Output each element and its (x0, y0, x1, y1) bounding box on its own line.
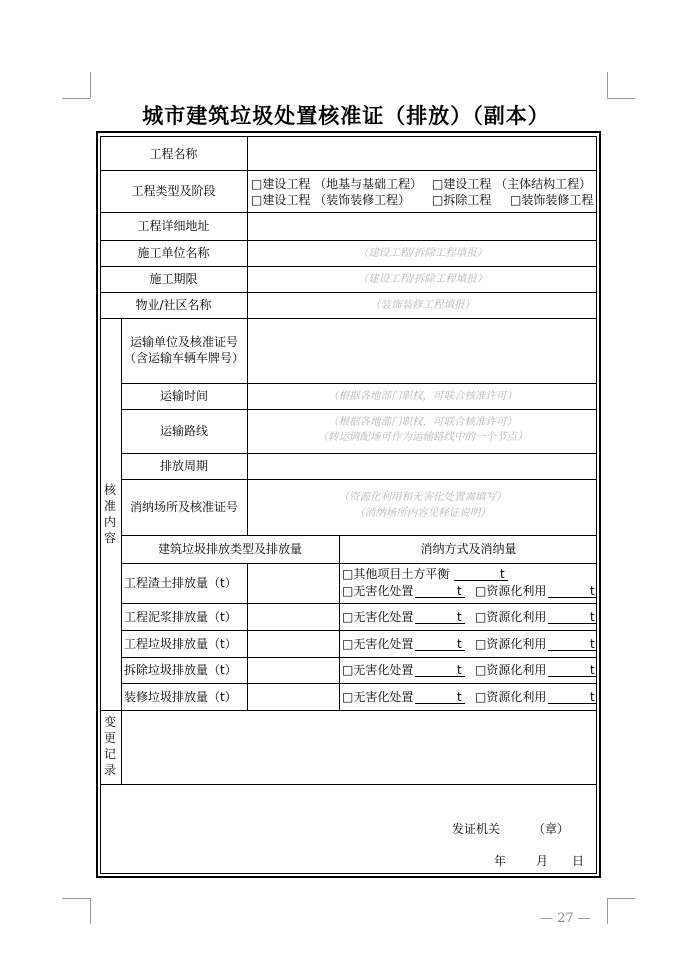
column-divider (339, 535, 340, 710)
unit-label: t (457, 690, 462, 704)
unit-label: t (500, 567, 505, 581)
crop-mark-top-left (62, 98, 90, 99)
row-divider (100, 212, 597, 213)
date-year: 年 (494, 854, 507, 868)
checkbox-demolition-harmless[interactable]: □无害化处置 (342, 663, 414, 677)
row-divider (121, 683, 597, 684)
label-transport-unit: 运输单位及核准证号 (129, 335, 238, 349)
row-divider (100, 784, 597, 785)
seal-label: （章） (533, 822, 570, 836)
checkbox-mud-harmless[interactable]: □无害化处置 (342, 610, 414, 624)
row-divider (100, 170, 597, 171)
row-divider (121, 535, 597, 536)
crop-mark-bottom-left (62, 898, 90, 899)
row-divider (121, 657, 597, 658)
row-divider (100, 292, 597, 293)
checkbox-decoration-harmless[interactable]: □无害化处置 (342, 690, 414, 704)
hint-construction-unit: （建设工程/拆除工程填报） (357, 247, 488, 259)
unit-label: t (590, 584, 595, 598)
row-divider (100, 710, 597, 711)
hint-disposal-2: （消纳场所内容见释证说明） (354, 507, 491, 519)
document-title: 城市建筑垃圾处置核准证（排放）（副本） (142, 103, 550, 128)
hint-property: （装饰装修工程填报） (370, 299, 475, 311)
column-divider (247, 563, 248, 710)
column-divider (247, 136, 248, 318)
crop-mark-top-left (90, 72, 91, 98)
label-transport-time: 运输时间 (159, 389, 208, 403)
unit-label: t (457, 663, 462, 677)
row-divider (100, 318, 597, 319)
label-project-name: 工程名称 (149, 147, 198, 161)
hint-disposal-1: （资源化利用和无害化处置需填写） (338, 491, 507, 503)
date-day: 日 (572, 854, 585, 868)
label-disposal-site: 消纳场所及核准证号 (129, 500, 238, 514)
hint-route-1: （根据各地部门职权，可联合核准许可） (328, 416, 517, 428)
waste-type-decoration: 装修垃圾排放量（t） (124, 690, 237, 704)
checkbox-earth-resource[interactable]: □资源化利用 (475, 584, 547, 598)
hint-period: （建设工程/拆除工程填报） (357, 273, 488, 285)
checkbox-construction-resource[interactable]: □资源化利用 (475, 637, 547, 651)
row-divider (121, 479, 597, 480)
date-month: 月 (536, 854, 549, 868)
unit-label: t (457, 637, 462, 651)
hint-transport-time: （根据各地部门职权，可联合核准许可） (328, 390, 517, 402)
label-route: 运输路线 (159, 424, 208, 438)
label-project-type: 工程类型及阶段 (131, 184, 216, 198)
checkbox-decoration-resource[interactable]: □资源化利用 (475, 690, 547, 704)
row-divider (121, 453, 597, 454)
crop-mark-top-right (607, 72, 608, 98)
checkbox-construction-decoration[interactable]: □建设工程 （装饰装修工程） (251, 193, 411, 207)
row-divider (100, 266, 597, 267)
row-divider (121, 409, 597, 410)
checkbox-construction-foundation[interactable]: □建设工程 （地基与基础工程） (251, 177, 423, 191)
side-label-approval: 核准内容 (103, 483, 116, 545)
row-divider (121, 630, 597, 631)
header-disposal-method: 消纳方式及消纳量 (420, 542, 517, 556)
crop-mark-bottom-right (607, 898, 635, 899)
checkbox-demolition-resource[interactable]: □资源化利用 (475, 663, 547, 677)
page-number: — 27 — (540, 911, 591, 926)
checkbox-earth-harmless[interactable]: □无害化处置 (342, 584, 414, 598)
label-construction-unit: 施工单位名称 (137, 246, 210, 260)
unit-label: t (457, 610, 462, 624)
row-divider (121, 383, 597, 384)
checkbox-construction-structure[interactable]: □建设工程 （主体结构工程） (432, 177, 592, 191)
waste-type-demolition: 拆除垃圾排放量（t） (124, 663, 237, 677)
waste-type-construction: 工程垃圾排放量（t） (124, 637, 237, 651)
label-discharge-cycle: 排放周期 (159, 459, 208, 473)
unit-label: t (590, 637, 595, 651)
waste-type-mud: 工程泥浆排放量（t） (124, 610, 237, 624)
checkbox-decoration[interactable]: □装饰装修工程 (510, 193, 594, 207)
row-divider (121, 563, 597, 564)
unit-label: t (590, 610, 595, 624)
checkbox-earth-balance[interactable]: □其他项目土方平衡 (342, 567, 450, 581)
side-label-change-record: 变更记录 (103, 715, 116, 777)
crop-mark-bottom-left (90, 898, 91, 924)
row-divider (121, 603, 597, 604)
unit-label: t (457, 584, 462, 598)
checkbox-demolition[interactable]: □拆除工程 (432, 193, 492, 207)
unit-label: t (590, 690, 595, 704)
row-divider (100, 240, 597, 241)
unit-label: t (590, 663, 595, 677)
crop-mark-bottom-right (607, 898, 608, 924)
label-transport-unit-note: （含运输车辆车牌号） (123, 351, 244, 365)
checkbox-mud-resource[interactable]: □资源化利用 (475, 610, 547, 624)
header-waste-type: 建筑垃圾排放类型及排放量 (157, 542, 302, 556)
issuer-label: 发证机关 (452, 822, 501, 836)
label-period: 施工期限 (149, 272, 198, 286)
hint-route-2: （转运调配场可作为运输路线中的一个节点） (317, 431, 528, 443)
checkbox-construction-harmless[interactable]: □无害化处置 (342, 637, 414, 651)
crop-mark-top-right (607, 98, 635, 99)
label-address: 工程详细地址 (137, 219, 210, 233)
waste-type-earth: 工程渣土排放量（t） (124, 576, 237, 590)
label-property-name: 物业/社区名称 (135, 298, 212, 312)
